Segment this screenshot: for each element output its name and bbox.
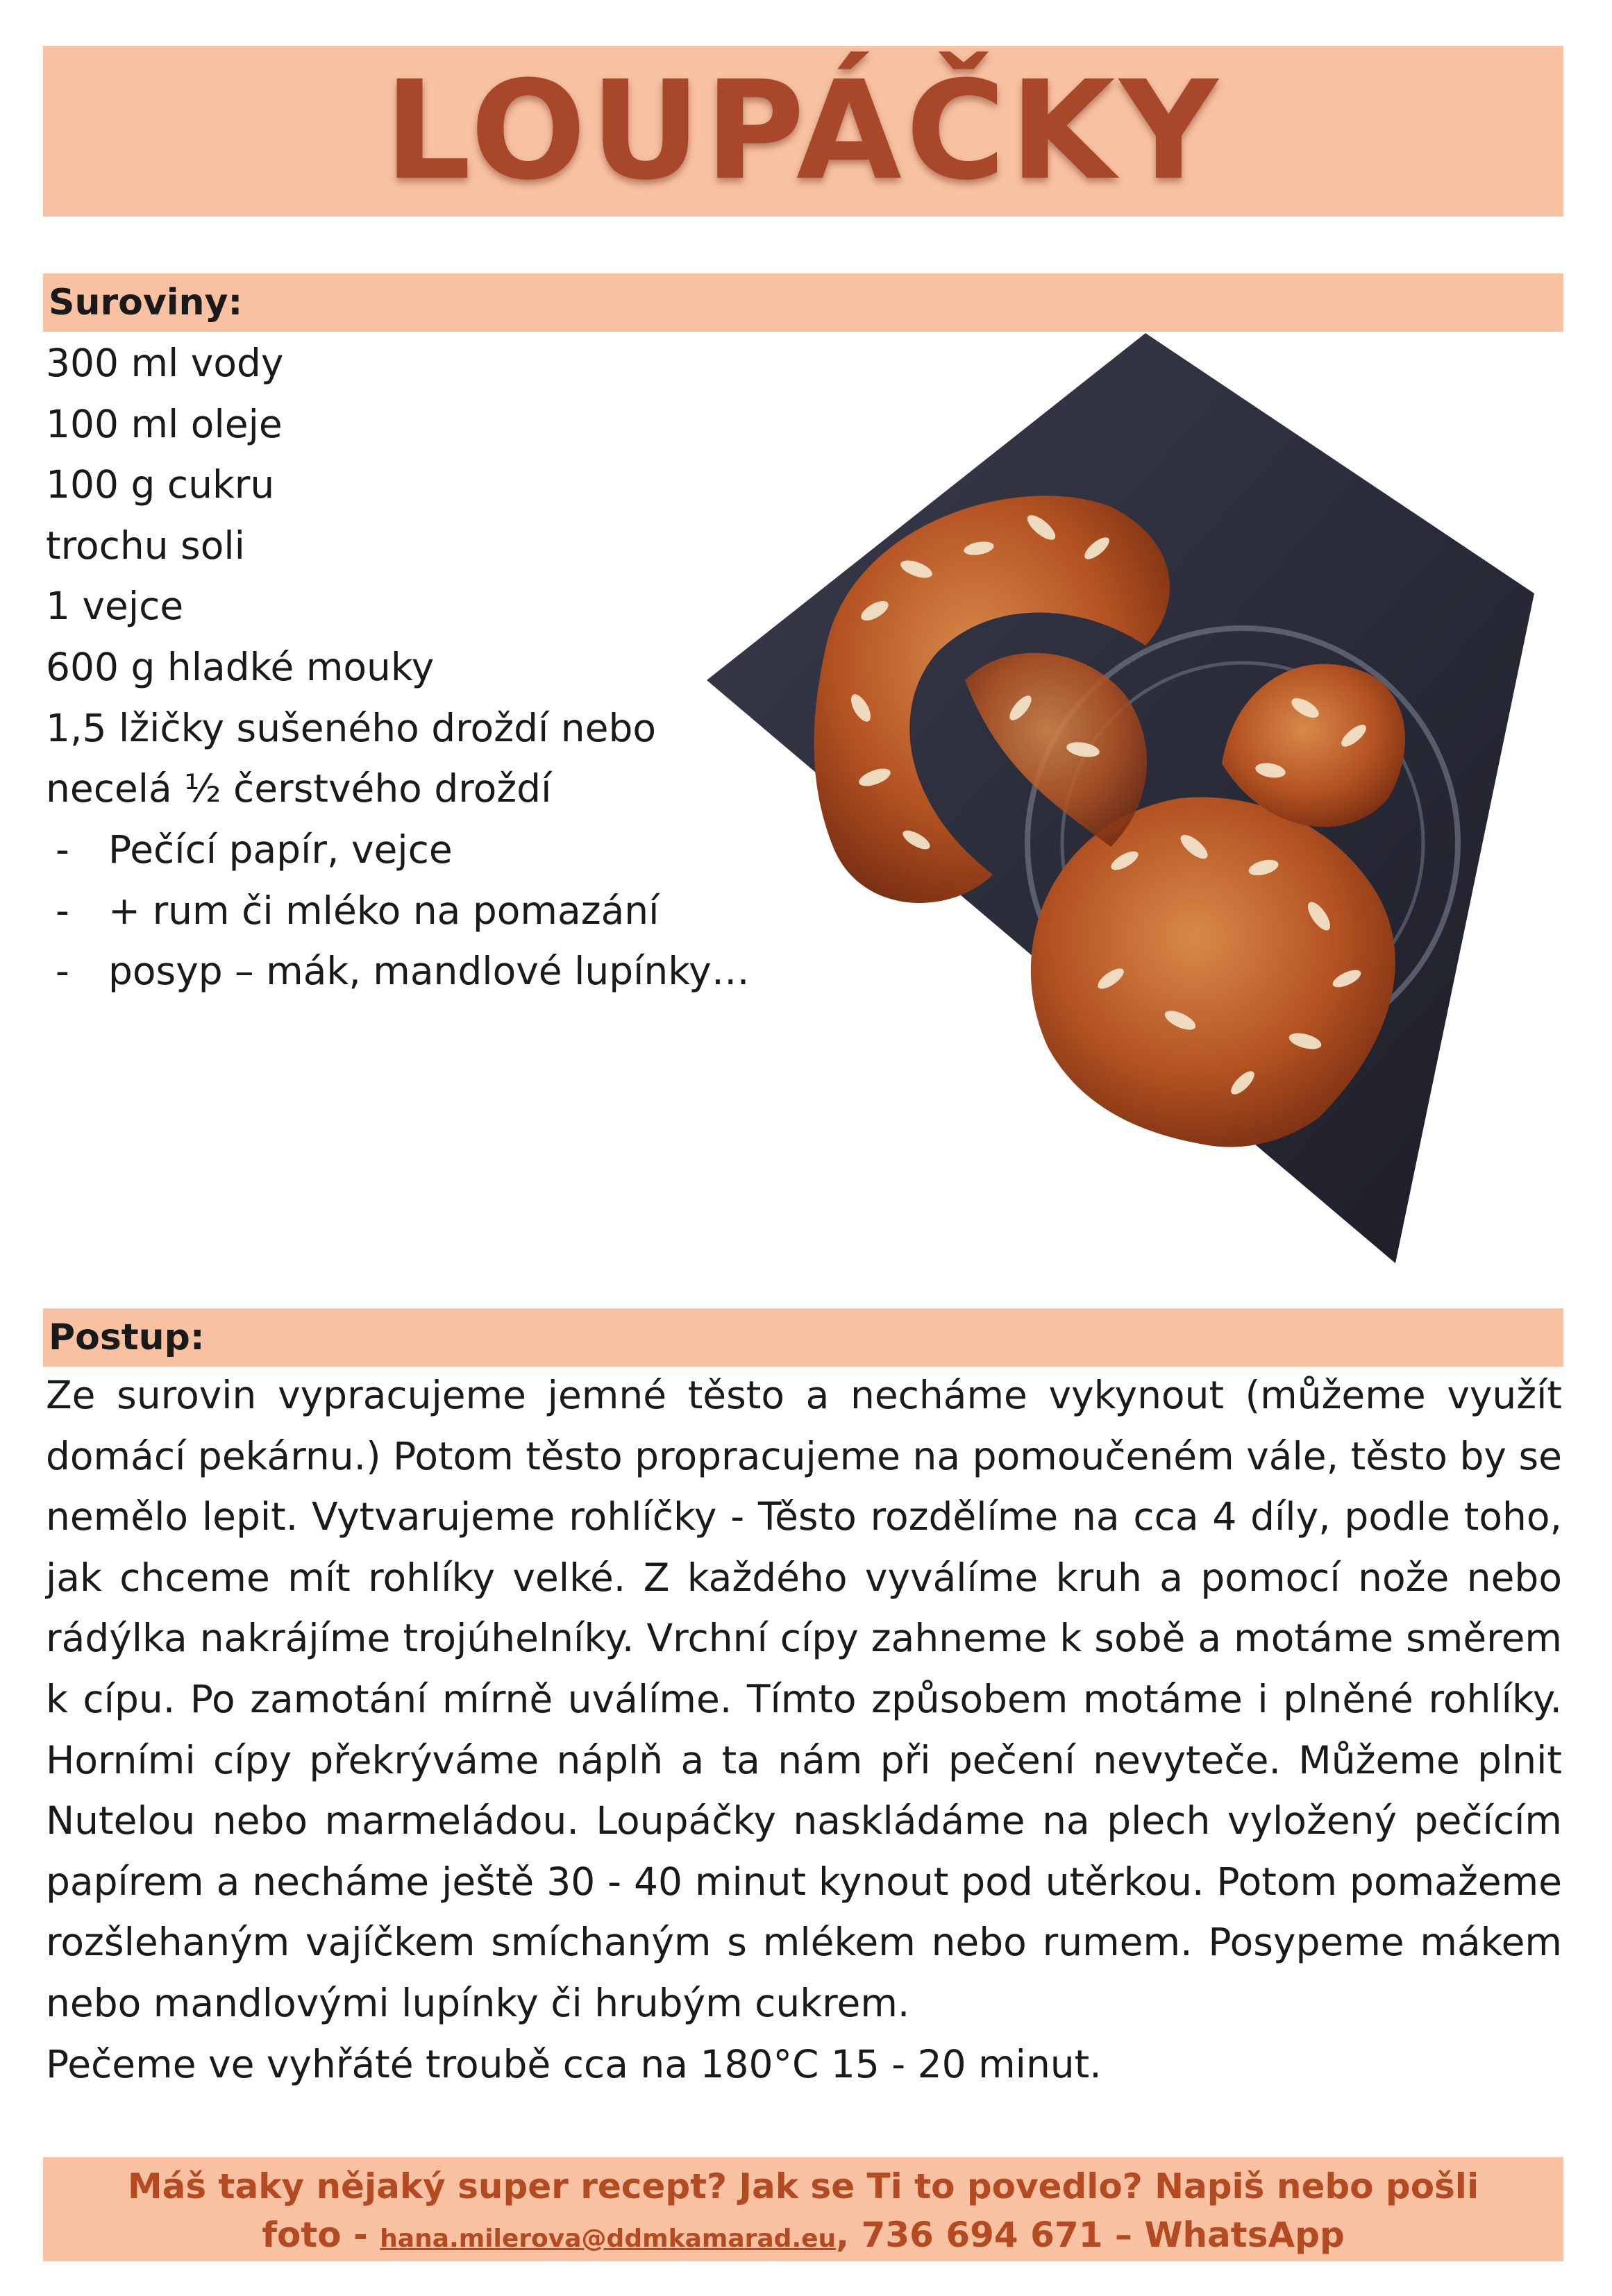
footer-contact: , 736 694 671 – WhatsApp bbox=[836, 2215, 1345, 2255]
email-link[interactable]: hana.milerova@ddmkamarad.eu bbox=[380, 2225, 837, 2253]
ingredient-item: 100 ml oleje bbox=[46, 401, 283, 446]
method-heading-band bbox=[43, 1308, 1563, 1367]
extras-item-text: Pečící papír, vejce bbox=[108, 827, 453, 872]
ingredient-item: necelá ½ čerstvého droždí bbox=[46, 766, 552, 811]
extras-item-text: posyp – mák, mandlové lupínky… bbox=[108, 949, 750, 994]
title-band bbox=[43, 46, 1563, 217]
extras-item-text: + rum či mléko na pomazání bbox=[108, 888, 660, 933]
dash-bullet: - bbox=[56, 888, 69, 933]
ingredient-item: 600 g hladké mouky bbox=[46, 644, 435, 689]
pastry-photo bbox=[694, 319, 1597, 1277]
method-heading: Postup: bbox=[49, 1317, 205, 1358]
ingredient-item: trochu soli bbox=[46, 523, 245, 568]
dash-bullet: - bbox=[56, 949, 69, 994]
page-title: LOUPÁČKY bbox=[384, 52, 1223, 210]
footer-line-2 bbox=[43, 2210, 1563, 2264]
ingredients-heading: Suroviny: bbox=[49, 282, 243, 323]
method-text: Ze surovin vypracujeme jemné těsto a necháme vykynout (můžeme využít domácí pekárnu.) Potom těsto propracujeme na pomoučeném válе, těsto by se nemělo lepit. Vytvarujeme rohlíčky - Těsto rozdělíme na cca 4 díly, podle toho, jak chceme mít rohlíky velké. Z každého vyválíme kruh a pomocí nože nebo rádýlka nakrájíme trojúhelníky. Vrchní cípy zahneme k sobě a motáme směrem k cípu. Po zamotání mírně uválíme. Tímto způsobem motáme i plněné rohlíky. Horními cípy překrýváme náplň a ta nám při pečení nevyteče. Můžeme plnit Nutelou nebo marmeládou. Loupáčky naskládáme na plech vyložený pečícím papírem a necháme ještě 30 - 40 minut kynout pod utěrkou. Potom pomažeme rozšlehaným vajíčkem smíchaným s mlékem nebo rumem. Posypeme mákem nebo mandlovými lupínky či hrubým cukrem. bbox=[46, 1373, 1562, 2025]
footer-banner bbox=[43, 2157, 1563, 2261]
footer-prefix: foto - bbox=[262, 2215, 380, 2255]
ingredient-item: 100 g cukru bbox=[46, 462, 275, 507]
dash-bullet: - bbox=[56, 827, 69, 872]
ingredient-item: 1,5 lžičky sušeného droždí nebo bbox=[46, 705, 657, 750]
footer-line-1: Máš taky nějaký super recept? Jak se Ti to povedlo? Napiš nebo pošli bbox=[127, 2166, 1479, 2206]
ingredient-item: 300 ml vody bbox=[46, 341, 284, 385]
baking-instruction: Pečeme ve vyhřáté troubě cca na 180°C 15 - 20 minut. bbox=[46, 2042, 1102, 2086]
ingredient-item: 1 vejce bbox=[46, 584, 184, 629]
